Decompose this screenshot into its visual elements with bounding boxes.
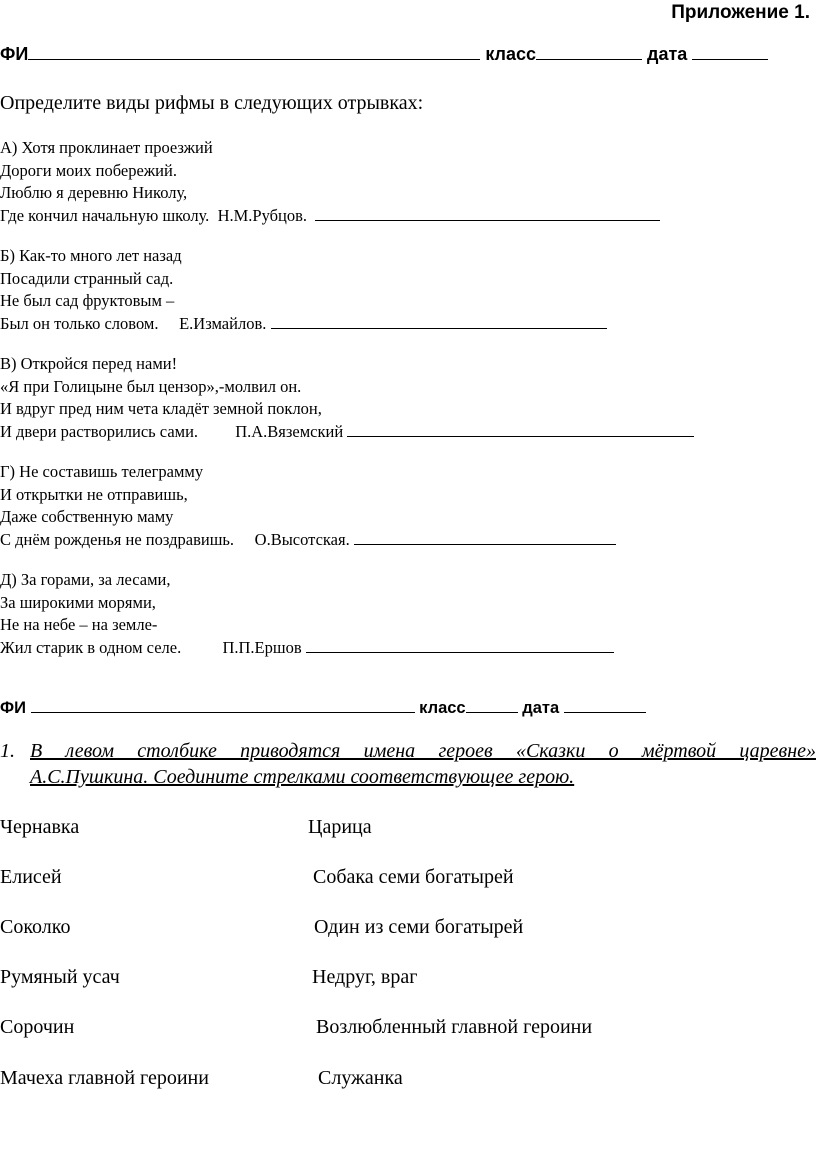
question-text-line-2: А.С.Пушкина. Соедините стрелками соответствующее герою.	[30, 766, 575, 788]
right-item: Служанка	[318, 1067, 403, 1089]
right-item: Собака семи богатырей	[313, 866, 514, 888]
answer-field[interactable]	[306, 637, 614, 653]
fi-field[interactable]	[31, 697, 415, 713]
right-item: Недруг, враг	[312, 966, 418, 988]
poem-author: Н.М.Рубцов.	[217, 205, 307, 225]
poem-author: П.П.Ершов	[222, 637, 302, 657]
class-label: класс	[419, 699, 466, 717]
answer-field[interactable]	[354, 529, 616, 545]
poem-line: А) Хотя проклинает проезжий	[0, 138, 213, 157]
poem-line: Дороги моих побережий.	[0, 160, 177, 180]
poem-c	[0, 353, 694, 443]
poem-line: «Я при Голицыне был цензор»,-молвил он.	[0, 376, 302, 396]
poem-line: За широкими морями,	[0, 592, 156, 612]
poem-line: Г) Не составишь телеграмму	[0, 462, 204, 481]
left-item: Елисей	[0, 866, 62, 888]
poem-line: Был он только словом.	[0, 313, 159, 333]
right-item: Возлюбленный главной героини	[316, 1016, 593, 1038]
poem-line: И вдруг пред ним чета кладёт земной поклон,	[0, 399, 322, 419]
class-field[interactable]	[536, 44, 642, 60]
question-number: 1.	[0, 740, 15, 762]
date-field[interactable]	[564, 697, 646, 713]
poem-line: И открытки не отправишь,	[0, 484, 188, 504]
poem-d	[0, 461, 616, 551]
class-label: класс	[485, 44, 537, 64]
left-item: Мачеха главной героини	[0, 1067, 209, 1089]
right-item: Один из семи богатырей	[314, 916, 524, 938]
poem-line: Где кончил начальную школу.	[0, 205, 210, 225]
poem-e	[0, 569, 614, 659]
poem-line: С днём рожденья не поздравишь.	[0, 529, 235, 549]
fi-field[interactable]	[28, 44, 480, 60]
poem-line: Посадили странный сад.	[0, 268, 174, 288]
question-text-line-1: В левом столбике приводятся имена героев «Сказки о мёртвой царевне»	[30, 740, 816, 762]
fi-label: ФИ	[0, 44, 29, 64]
student-info-header	[0, 44, 768, 65]
poem-author: Е.Измайлов.	[179, 313, 267, 333]
poem-line: Даже собственную маму	[0, 507, 174, 527]
answer-field[interactable]	[315, 205, 660, 221]
poem-line: Д) За горами, за лесами,	[0, 570, 171, 589]
poem-author: О.Высотская.	[254, 529, 350, 549]
task-title: Определите виды рифмы в следующих отрывках:	[0, 92, 424, 114]
right-item: Царица	[308, 816, 372, 838]
poem-line: Жил старик в одном селе.	[0, 637, 182, 657]
answer-field[interactable]	[271, 313, 607, 329]
poem-line: Б) Как-то много лет назад	[0, 246, 182, 265]
date-field[interactable]	[692, 44, 768, 60]
poem-a	[0, 137, 660, 227]
student-info-header-2	[0, 697, 646, 718]
left-item: Соколко	[0, 916, 71, 938]
poem-line: В) Откройся перед нами!	[0, 354, 178, 373]
date-label: дата	[522, 699, 560, 717]
date-label: дата	[647, 44, 688, 64]
poem-b	[0, 245, 607, 335]
answer-field[interactable]	[347, 421, 694, 437]
appendix-label: Приложение 1.	[671, 2, 810, 23]
class-field[interactable]	[466, 697, 518, 713]
poem-line: Не был сад фруктовым –	[0, 291, 175, 311]
left-item: Румяный усач	[0, 966, 120, 988]
poem-line: Люблю я деревню Николу,	[0, 183, 188, 203]
poem-line: Не на небе – на земле-	[0, 615, 158, 635]
fi-label: ФИ	[0, 699, 26, 717]
left-item: Сорочин	[0, 1016, 75, 1038]
poem-author: П.А.Вяземский	[235, 421, 344, 441]
left-item: Чернавка	[0, 816, 80, 838]
poem-line: И двери растворились сами.	[0, 421, 199, 441]
